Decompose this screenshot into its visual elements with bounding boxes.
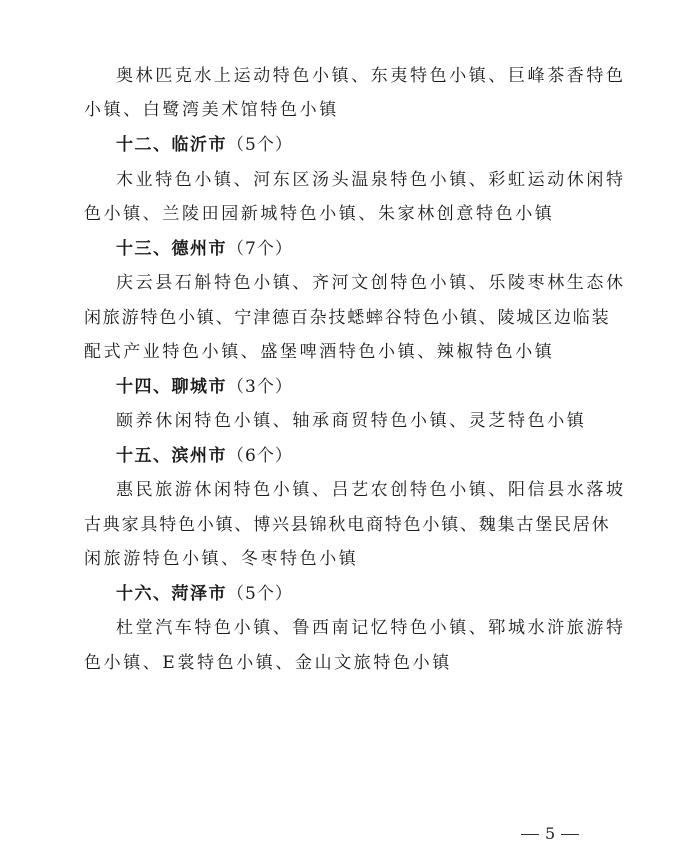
section-heading-liaocheng (116, 377, 293, 397)
body-line: 色小镇、E裳特色小镇、金山文旅特色小镇 (84, 653, 452, 673)
section-count: （5个） (227, 135, 293, 155)
body-line: 惠民旅游休闲特色小镇、吕艺农创特色小镇、阳信县水落坡 (116, 480, 626, 500)
section-title: 十四、聊城市 (116, 377, 227, 397)
page-footer (515, 824, 585, 844)
section-heading-linyi (116, 135, 293, 155)
section-title: 十二、临沂市 (116, 135, 227, 155)
body-line: 古典家具特色小镇、博兴县锦秋电商特色小镇、魏集古堡民居休 (84, 515, 611, 535)
body-line: 庆云县石斛特色小镇、齐河文创特色小镇、乐陵枣林生态休 (116, 273, 626, 293)
body-line: 闲旅游特色小镇、宁津德百杂技蟋蟀谷特色小镇、陵城区边临装 (84, 308, 611, 328)
body-line: 颐养休闲特色小镇、轴承商贸特色小镇、灵芝特色小镇 (116, 411, 587, 431)
footer-dash-right (561, 834, 579, 835)
body-line: 配式产业特色小镇、盛堡啤酒特色小镇、辣椒特色小镇 (84, 342, 555, 362)
section-count: （6个） (227, 446, 293, 466)
body-line: 色小镇、兰陵田园新城特色小镇、朱家林创意特色小镇 (84, 204, 555, 224)
body-line: 闲旅游特色小镇、冬枣特色小镇 (84, 549, 359, 569)
page-number: 5 (545, 824, 556, 843)
section-title: 十六、菏泽市 (116, 584, 227, 604)
section-heading-dezhou (116, 239, 293, 259)
section-count: （3个） (227, 377, 293, 397)
section-count: （5个） (227, 584, 293, 604)
footer-dash-left (521, 834, 539, 835)
body-line: 杜堂汽车特色小镇、鲁西南记忆特色小镇、郓城水浒旅游特 (116, 618, 626, 638)
body-line: 木业特色小镇、河东区汤头温泉特色小镇、彩虹运动休闲特 (116, 170, 626, 190)
section-heading-heze (116, 584, 293, 604)
section-count: （7个） (227, 239, 293, 259)
section-title: 十五、滨州市 (116, 446, 227, 466)
section-title: 十三、德州市 (116, 239, 227, 259)
body-line: 奥林匹克水上运动特色小镇、东夷特色小镇、巨峰茶香特色 (116, 66, 626, 86)
body-line: 小镇、白鹭湾美术馆特色小镇 (84, 100, 339, 120)
section-heading-binzhou (116, 446, 293, 466)
